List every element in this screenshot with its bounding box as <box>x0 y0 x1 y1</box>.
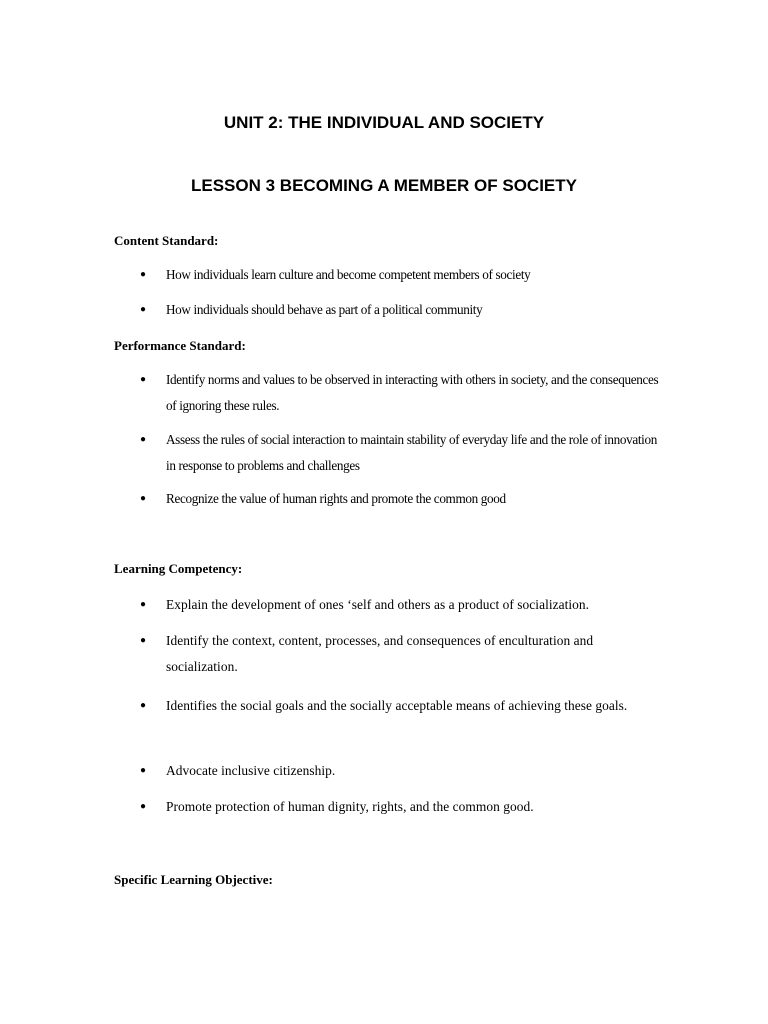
list-item <box>140 693 660 719</box>
list-item <box>140 486 660 512</box>
list-item-text: Identify norms and values to be observed in interacting with others in society, and the consequences of ignoring these rules. <box>166 372 659 413</box>
bullet-icon: ● <box>140 374 147 385</box>
list-item-text: Explain the development of ones ‘self and others as a product of socialization. <box>166 597 590 612</box>
list-item-text: How individuals learn culture and become competent members of society <box>166 267 531 282</box>
bullet-icon: ● <box>140 434 147 445</box>
bullet-icon: ● <box>140 801 147 812</box>
bullet-icon: ● <box>140 304 147 315</box>
list-item-text: Recognize the value of human rights and promote the common good <box>166 491 506 506</box>
learning-competency-heading: Learning Competency: <box>114 561 243 576</box>
list-item <box>140 262 660 288</box>
specific-learning-objective-heading: Specific Learning Objective: <box>114 872 273 887</box>
performance-standard-heading: Performance Standard: <box>114 338 246 353</box>
bullet-icon: ● <box>140 635 147 646</box>
list-item <box>140 628 660 680</box>
list-item <box>140 758 660 784</box>
list-item-text: Identifies the social goals and the socially acceptable means of achieving these goals. <box>166 698 628 713</box>
unit-title: UNIT 2: THE INDIVIDUAL AND SOCIETY <box>223 113 545 132</box>
content-standard-heading: Content Standard: <box>114 233 219 248</box>
list-item <box>140 367 660 419</box>
bullet-icon: ● <box>140 599 147 610</box>
list-item-text: Advocate inclusive citizenship. <box>166 763 336 778</box>
bullet-icon: ● <box>140 700 147 711</box>
list-item-text: How individuals should behave as part of a political community <box>166 302 483 317</box>
list-item <box>140 297 660 323</box>
bullet-icon: ● <box>140 269 147 280</box>
bullet-icon: ● <box>140 493 147 504</box>
list-item <box>140 427 660 479</box>
list-item-text: Identify the context, content, processes, and consequences of enculturation and socialization. <box>166 633 594 674</box>
lesson-title: LESSON 3 BECOMING A MEMBER OF SOCIETY <box>191 176 577 195</box>
list-item-text: Promote protection of human dignity, rights, and the common good. <box>166 799 534 814</box>
bullet-icon: ● <box>140 765 147 776</box>
list-item <box>140 794 660 820</box>
list-item <box>140 592 660 618</box>
list-item-text: Assess the rules of social interaction to maintain stability of everyday life and the role of innovation in response to problems and challenges <box>166 432 657 473</box>
